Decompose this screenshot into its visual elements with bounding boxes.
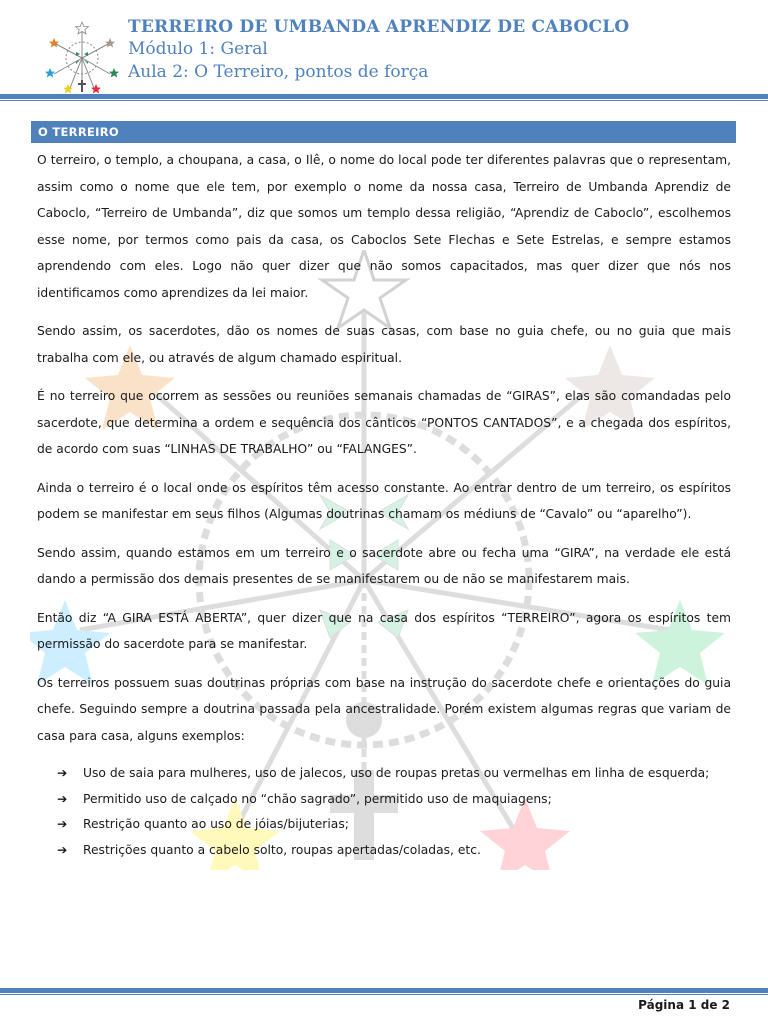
list-item-text: Uso de saia para mulheres, uso de jalecos, uso de roupas pretas ou vermelhas em linha de esquerda;	[83, 766, 710, 780]
paragraph: Sendo assim, os sacerdotes, dão os nomes de suas casas, com base no guia chefe, ou no guia que mais trabalha com ele, ou através de algum chamado espiritual.	[37, 324, 731, 365]
footer-divider-thin	[0, 994, 768, 995]
list-item	[57, 838, 731, 864]
section-title-bar: O TERREIRO	[31, 121, 736, 143]
footer-divider	[0, 988, 768, 993]
list-item-text: Restrição quanto ao uso de jóias/bijuterias;	[83, 817, 349, 831]
list-item-text: Permitido uso de calçado no “chão sagrado”, permitido uso de maquiagens;	[83, 791, 552, 806]
document-body	[37, 147, 731, 863]
paragraph: É no terreiro que ocorrem as sessões ou reuniões semanais chamadas de “GIRAS”, elas são comandadas pelo sacerdote, que determina a ordem e sequência dos cânticos “PONTOS CANTADOS”, e a chegada dos espíritos, de acordo com suas “LINHAS DE TRABALHO” ou “FALANGES”.	[37, 389, 731, 456]
right-arrow-icon: ➔	[57, 817, 68, 831]
rules-list	[37, 761, 731, 863]
paragraph: Ainda o terreiro é o local onde os espíritos têm acesso constante. Ao entrar dentro de um terreiro, os espíritos podem se manifestar em seus filhos (Algumas doutrinas chamam os médiuns de “Cavalo” ou “aparelho”).	[37, 480, 731, 521]
document-title: TERREIRO DE UMBANDA APRENDIZ DE CABOCLO	[128, 17, 630, 37]
umbanda-arrows-stars-logo-icon	[40, 18, 124, 98]
list-item	[57, 787, 731, 813]
paragraph: Sendo assim, quando estamos em um terreiro e o sacerdote abre ou fecha uma “GIRA”, na verdade ele está dando a permissão dos demais presentes de se manifestarem ou de não se manifestarem mais.	[37, 545, 731, 586]
header-divider-thin	[0, 100, 768, 101]
list-item	[57, 761, 731, 787]
paragraph: O terreiro, o templo, a choupana, a casa, o Ilê, o nome do local pode ter diferentes palavras que o representam, assim como o nome que ele tem, por exemplo o nome da nossa casa, Terreiro de Umbanda Aprendiz de Caboclo, “Terreiro de Umbanda”, diz que somos um templo dessa religião, “Aprendiz de Caboclo”, escolhemos esse nome, por termos como pais da casa, os Caboclos Sete Flechas e Sete Estrelas, e sempre estamos aprendendo com eles. Logo não quer dizer que não somos capacitados, mas quer dizer que nós nos identificamos como aprendizes da lei maior.	[37, 153, 731, 300]
paragraph: Os terreiros possuem suas doutrinas próprias com base na instrução do sacerdote chefe e orientações do guia chefe. Seguindo sempre a doutrina passada pela ancestralidade. Porém existem algumas regras que variam de casa para casa, alguns exemplos:	[37, 675, 731, 743]
header-divider	[0, 94, 768, 99]
module-subtitle: Módulo 1: Geral	[128, 39, 268, 59]
list-item	[57, 812, 731, 838]
list-item-text: Restrições quanto a cabelo solto, roupas apertadas/coladas, etc.	[83, 842, 481, 857]
lesson-subtitle: Aula 2: O Terreiro, pontos de força	[128, 62, 429, 82]
right-arrow-icon: ➔	[57, 766, 68, 780]
page-number: Página 1 de 2	[638, 998, 730, 1012]
right-arrow-icon: ➔	[57, 842, 68, 857]
right-arrow-icon: ➔	[57, 791, 68, 806]
paragraph: Então diz “A GIRA ESTÁ ABERTA”, quer dizer que na casa dos espíritos “TERREIRO”, agora os espíritos tem permissão do sacerdote para se manifestar.	[37, 610, 731, 651]
